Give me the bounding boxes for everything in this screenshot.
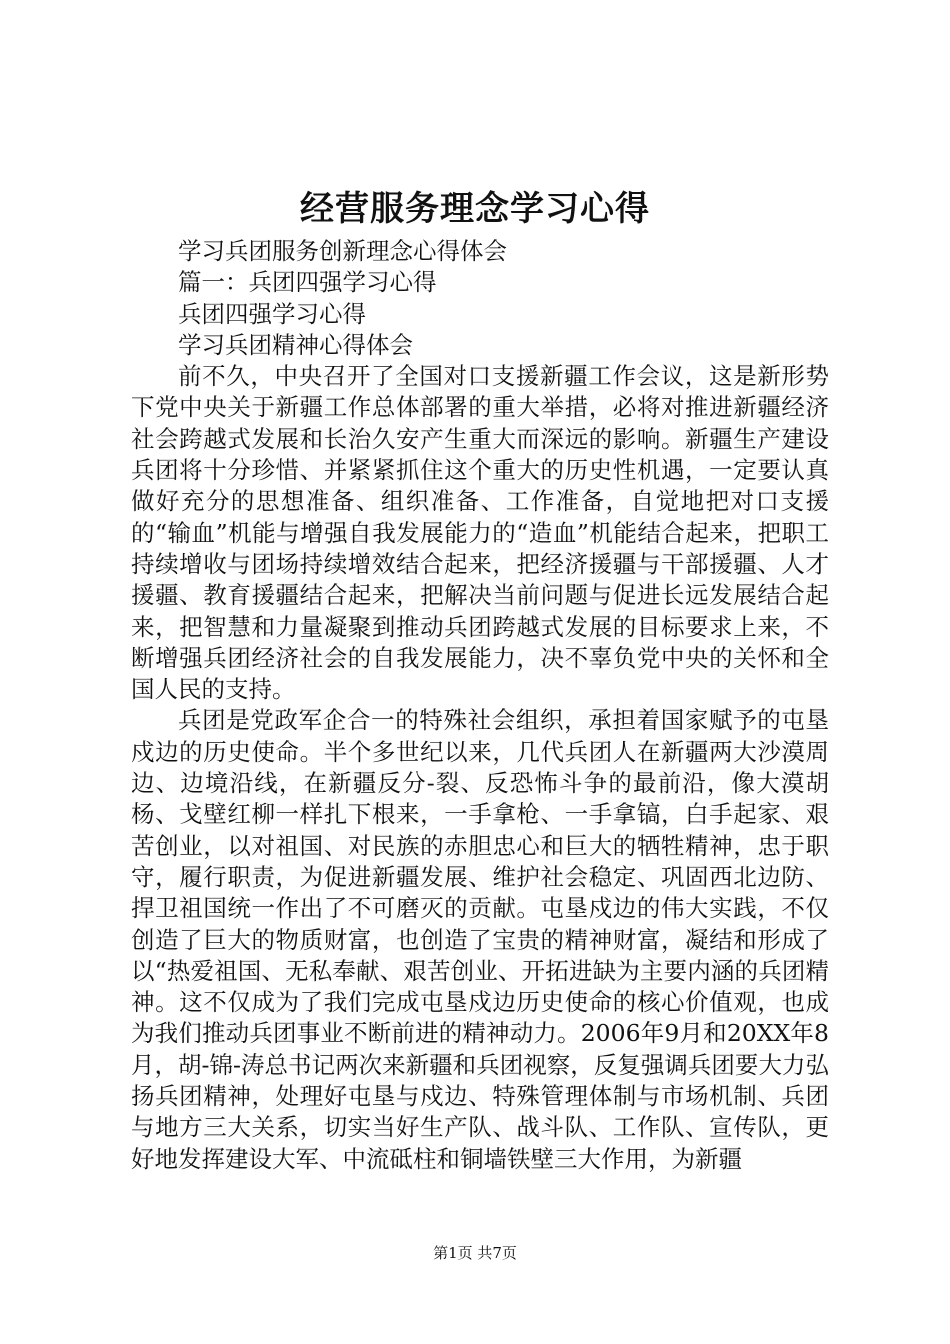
page-number-footer: 第1页 共7页 [433,1244,517,1262]
document-body [131,236,829,1175]
body-paragraph: 前不久，中央召开了全国对口支援新疆工作会议，这是新形势下党中央关于新疆工作总体部署的重大举措，必将对推进新疆经济社会跨越式发展和长治久安产生重大而深远的影响。新疆生产建设兵团将十分珍惜、并紧紧抓住这个重大的历史性机遇，一定要认真做好充分的思想准备、组织准备、工作准备，自觉地把对口支援的“输血”机能与增强自我发展能力的“造血”机能结合起来，把职工持续增收与团场持续增效结合起来，把经济援疆与干部援疆、人才援疆、教育援疆结合起来，把解决当前问题与促进长远发展结合起来，把智慧和力量凝聚到推动兵团跨越式发展的目标要求上来，不断增强兵团经济社会的自我发展能力，决不辜负党中央的关怀和全国人民的支持。 [131,362,829,704]
section-heading: 兵团四强学习心得 [178,299,366,328]
section-heading: 篇一：兵团四强学习心得 [178,268,437,297]
body-paragraph: 兵团是党政军企合一的特殊社会组织，承担着国家赋予的屯垦戍边的历史使命。半个多世纪以来，几代兵团人在新疆两大沙漠周边、边境沿线，在新疆反分-裂、反恐怖斗争的最前沿，像大漠胡杨、戈壁红柳一样扎下根来，一手拿枪、一手拿镐，白手起家、艰苦创业，以对祖国、对民族的赤胆忠心和巨大的牺牲精神，忠于职守，履行职责，为促进新疆发展、维护社会稳定、巩固西北边防、捍卫祖国统一作出了不可磨灭的贡献。屯垦戍边的伟大实践，不仅创造了巨大的物质财富，也创造了宝贵的精神财富，凝结和形成了以“热爱祖国、无私奉献、艰苦创业、开拓进缺为主要内涵的兵团精神。这不仅成为了我们完成屯垦戍边历史使命的核心价值观，也成为我们推动兵团事业不断前进的精神动力。2006年9月和20XX年8月，胡-锦-涛总书记两次来新疆和兵团视察，反复强调兵团要大力弘扬兵团精神，处理好屯垦与戍边、特殊管理体制与市场机制、兵团与地方三大关系，切实当好生产队、战斗队、工作队、宣传队，更好地发挥建设大军、中流砥柱和铜墙铁壁三大作用，为新疆 [131,706,829,1173]
subtitle-line: 学习兵团服务创新理念心得体会 [178,237,507,265]
section-heading: 学习兵团精神心得体会 [178,330,413,359]
document-title: 经营服务理念学习心得 [300,189,650,229]
